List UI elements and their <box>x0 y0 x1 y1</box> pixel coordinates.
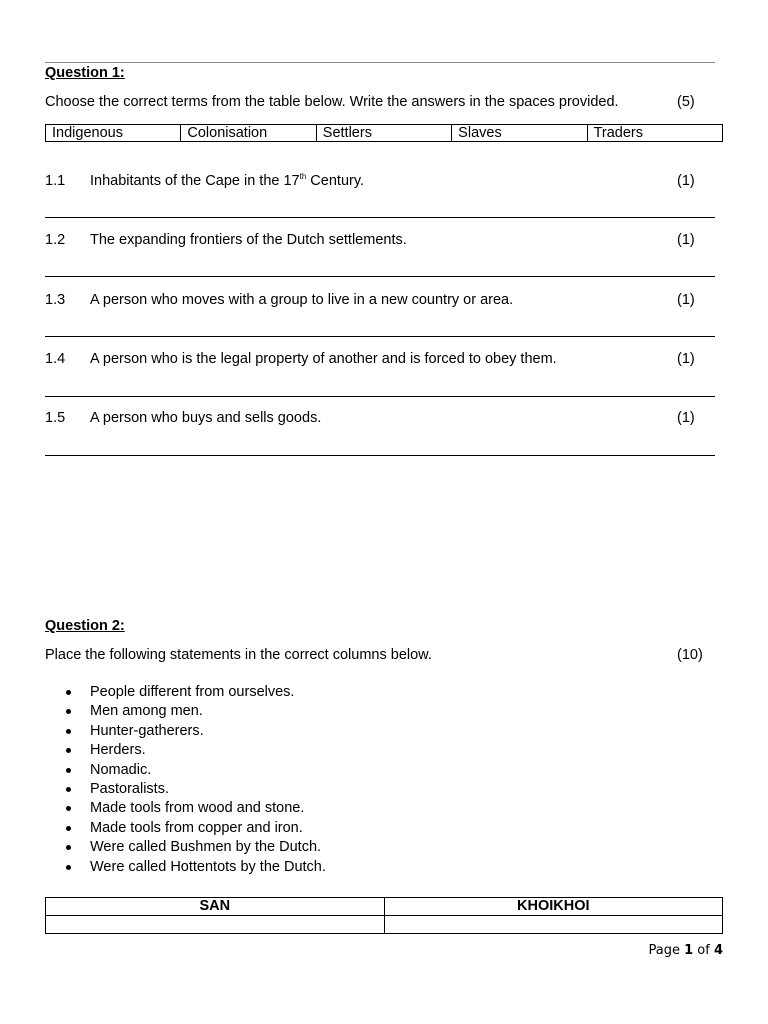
bullet-icon <box>66 865 71 870</box>
item-marks: (1) <box>677 410 695 426</box>
column-header-san: SAN <box>46 898 385 916</box>
current-page: 1 <box>684 943 694 958</box>
answer-line-1-2[interactable] <box>45 276 715 277</box>
bullet-icon <box>66 748 71 753</box>
bullet-icon <box>66 709 71 714</box>
khoikhoi-answer-cell[interactable] <box>384 916 723 934</box>
list-item <box>45 820 326 839</box>
item-superscript: th <box>299 172 307 182</box>
question1-marks: (5) <box>677 94 695 110</box>
statement-text: Hunter-gatherers. <box>90 722 204 739</box>
statement-text: Nomadic. <box>90 761 152 778</box>
answer-line-1-4[interactable] <box>45 396 715 397</box>
item-text: A person who moves with a group to live in a new country or area. <box>90 292 514 308</box>
question2-instruction: Place the following statements in the correct columns below. <box>45 647 432 663</box>
item-marks: (1) <box>677 292 695 308</box>
item-text-tail: Century. <box>306 173 365 189</box>
term-cell: Indigenous <box>46 125 181 142</box>
statement-text: Were called Bushmen by the Dutch. <box>90 839 322 856</box>
item-number: 1.1 <box>45 173 66 189</box>
bullet-icon <box>66 690 71 695</box>
page-number <box>648 943 723 958</box>
list-item <box>45 781 326 800</box>
item-text: The expanding frontiers of the Dutch settlements. <box>90 232 407 248</box>
item-marks: (1) <box>677 351 695 367</box>
bullet-icon <box>66 826 71 831</box>
san-answer-cell[interactable] <box>46 916 385 934</box>
bullet-icon <box>66 729 71 734</box>
question2-marks: (10) <box>677 647 703 663</box>
question1-instruction: Choose the correct terms from the table below. Write the answers in the spaces provided. <box>45 94 619 110</box>
classification-table <box>45 897 723 934</box>
item-number: 1.5 <box>45 410 66 426</box>
term-cell: Colonisation <box>181 125 316 142</box>
answer-line-1-1[interactable] <box>45 217 715 218</box>
item-number: 1.4 <box>45 351 66 367</box>
answer-line-1-5[interactable] <box>45 455 715 456</box>
statement-text: Pastoralists. <box>90 780 169 797</box>
item-text: A person who is the legal property of another and is forced to obey them. <box>90 351 557 367</box>
term-cell: Settlers <box>316 125 451 142</box>
item-marks: (1) <box>677 232 695 248</box>
statement-text: Men among men. <box>90 703 203 720</box>
page-label: Page <box>648 943 680 958</box>
list-item <box>45 800 326 819</box>
statement-list <box>45 684 326 878</box>
of-label: of <box>697 943 710 958</box>
terms-table <box>45 124 723 142</box>
statement-text: Were called Hottentots by the Dutch. <box>90 858 326 875</box>
bullet-icon <box>66 787 71 792</box>
column-header-khoikhoi: KHOIKHOI <box>384 898 723 916</box>
list-item <box>45 684 326 703</box>
term-cell: Slaves <box>452 125 587 142</box>
statement-text: Made tools from wood and stone. <box>90 800 305 817</box>
list-item <box>45 703 326 722</box>
item-number: 1.3 <box>45 292 66 308</box>
answer-line-1-3[interactable] <box>45 336 715 337</box>
top-divider <box>45 62 715 63</box>
term-cell: Traders <box>587 125 722 142</box>
list-item <box>45 742 326 761</box>
bullet-icon <box>66 806 71 811</box>
total-pages: 4 <box>713 943 723 958</box>
item-text <box>90 173 364 189</box>
item-number: 1.2 <box>45 232 66 248</box>
list-item <box>45 839 326 858</box>
bullet-icon <box>66 768 71 773</box>
statement-text: People different from ourselves. <box>90 684 295 700</box>
item-marks: (1) <box>677 173 695 189</box>
item-text: A person who buys and sells goods. <box>90 410 322 426</box>
list-item <box>45 723 326 742</box>
statement-text: Herders. <box>90 742 146 759</box>
statement-text: Made tools from copper and iron. <box>90 819 303 836</box>
question1-heading: Question 1: <box>45 65 125 81</box>
item-text-main: Inhabitants of the Cape in the 17 <box>90 173 300 189</box>
list-item <box>45 859 326 878</box>
question2-heading: Question 2: <box>45 618 125 634</box>
bullet-icon <box>66 845 71 850</box>
list-item <box>45 762 326 781</box>
